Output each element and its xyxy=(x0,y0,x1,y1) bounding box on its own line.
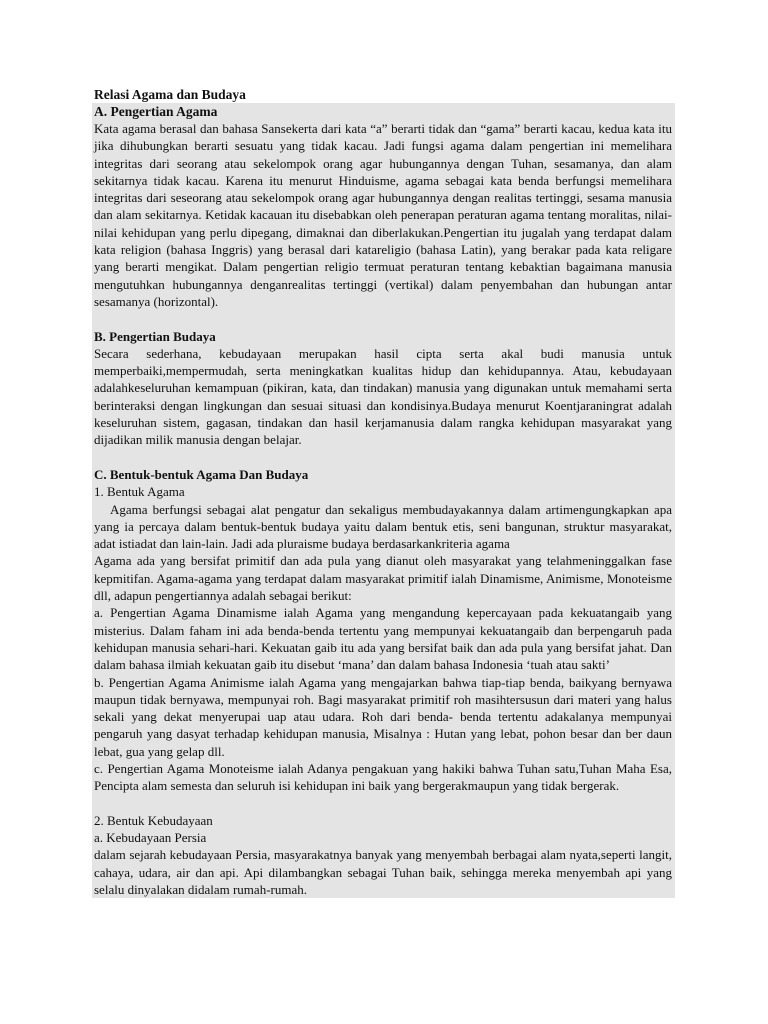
list-item-b: b. Pengertian Agama Animisme ialah Agama yang mengajarkan bahwa tiap-tiap benda, baikyang bernyawa maupun tidak bernyawa, mempunyai roh. Bagi masyarakat primitif roh masihtersusun dari materi yang halus sekali yang dekat menyerupai uap atau udara. Roh dari benda- benda tertentu adakalanya mempunyai pengaruh yang dasyat terhadap kehidupan manusia, Misalnya : Hutan yang lebat, pohon besar dan ber daun lebat, gua yang gelap dll. xyxy=(94,674,672,759)
document-content xyxy=(92,86,675,898)
document-title: Relasi Agama dan Budaya xyxy=(92,86,675,103)
spacer xyxy=(94,310,672,327)
section-c-subheading-2a: a. Kebudayaan Persia xyxy=(94,830,207,846)
section-c-subheading-1: 1. Bentuk Agama xyxy=(94,484,185,500)
spacer xyxy=(94,449,672,466)
section-b-heading: B. Pengertian Budaya xyxy=(94,328,216,344)
section-c-paragraph-persia: dalam sejarah kebudayaan Persia, masyarakatnya banyak yang menyembah berbagai alam nyata,seperti langit, cahaya, udara, air dan api. Api dilambangkan sebagai Tuhan baik, sehingga mereka menyembah api yang selalu dinyalakan didalam rumah-rumah. xyxy=(94,847,672,898)
document-body xyxy=(92,120,675,898)
section-a-heading: A. Pengertian Agama xyxy=(92,103,675,120)
section-c-paragraph-1: Agama berfungsi sebagai alat pengatur dan sekaligus membudayakannya dalam artimengungkapkan apa yang ia percaya dalam bentuk-bentuk budaya yaitu dalam bentuk etis, seni bangunan, struktur masyarakat, adat istiadat dan lain-lain. Jadi ada pluraisme budaya berdasarkankriteria agama xyxy=(94,501,672,552)
list-item-c: c. Pengertian Agama Monoteisme ialah Adanya pengakuan yang hakiki bahwa Tuhan satu,Tuhan Maha Esa, Pencipta alam semesta dan seluruh isi kehidupan ini baik yang bergerakmaupun yang tidak bergerak. xyxy=(94,760,672,794)
section-a-paragraph: Kata agama berasal dan bahasa Sansekerta dari kata “a” berarti tidak dan “gama” berarti kacau, kedua kata itu jika dihubungkan berarti sesuatu yang tidak kacau. Jadi fungsi agama dalam pengertian ini memelihara integritas dari seorang atau sekelompok orang agar hubungannya dengan Tuhan, sesamanya, dan alam sekitarnya tidak kacau. Karena itu menurut Hinduisme, agama sebagai kata benda berfungsi memelihara integritas dari seseorang atau sekelompok orang agar hubungannya dengan realitas tertinggi, sesama manusia dan alam sekitarnya. Ketidak kacauan itu disebabkan oleh penerapan peraturan agama tentang moralitas, nilai-nilai kehidupan yang perlu dipegang, dimaknai dan diberlakukan.Pengertian itu jugalah yang terdapat dalam kata religion (bahasa Inggris) yang berasal dari katareligio (bahasa Latin), yang berakar pada kata religare yang berarti mengikat. Dalam pengertian religio termuat peraturan tentang kebaktian bagaimana manusia mengutuhkan hubungannya denganrealitas tertinggi (vertikal) dalam penyembahan dan hubungan antar sesamanya (horizontal). xyxy=(94,121,672,309)
section-b-paragraph: Secara sederhana, kebudayaan merupakan hasil cipta serta akal budi manusia untuk memperbaiki,mempermudah, serta meningkatkan kualitas hidup dan kehidupannya. Atau, kebudayaan adalahkeseluruhan kemampuan (pikiran, kata, dan tindakan) manusia yang digunakan untuk memahami serta berinteraksi dengan lingkungan dan sesuai situasi dan kondisinya.Budaya menurut Koentjaraningrat adalah keseluruhan sistem, gagasan, tindakan dan hasil kerjamanusia dalam rangka kehidupan masyarakat yang dijadikan milik manusia dengan belajar. xyxy=(94,345,672,448)
section-c-subheading-2: 2. Bentuk Kebudayaan xyxy=(94,812,213,828)
list-item-a: a. Pengertian Agama Dinamisme ialah Agama yang mengandung kepercayaan pada kekuatangaib yang misterius. Dalam faham ini ada benda-benda tertentu yang mempunyai kekuatangaib dan berpengaruh pada kehidupan manusia sehari-hari. Kekuatan gaib itu ada yang bersifat baik dan ada pula yang bersifat jahat. Dan dalam bahasa ilmiah kekuatan gaib itu disebut ‘mana’ dan dalam bahasa Indonesia ‘tuah atau sakti’ xyxy=(94,605,672,673)
section-c-paragraph-2: Agama ada yang bersifat primitif dan ada pula yang dianut oleh masyarakat yang telahmeninggalkan fase kepmitifan. Agama-agama yang terdapat dalam masyarakat primitif ialah Dinamisme, Animisme, Monoteisme dll, adapun pengertiannya adalah sebagai berikut: xyxy=(94,553,672,604)
spacer xyxy=(94,795,672,812)
section-c-heading: C. Bentuk-bentuk Agama Dan Budaya xyxy=(94,466,309,482)
